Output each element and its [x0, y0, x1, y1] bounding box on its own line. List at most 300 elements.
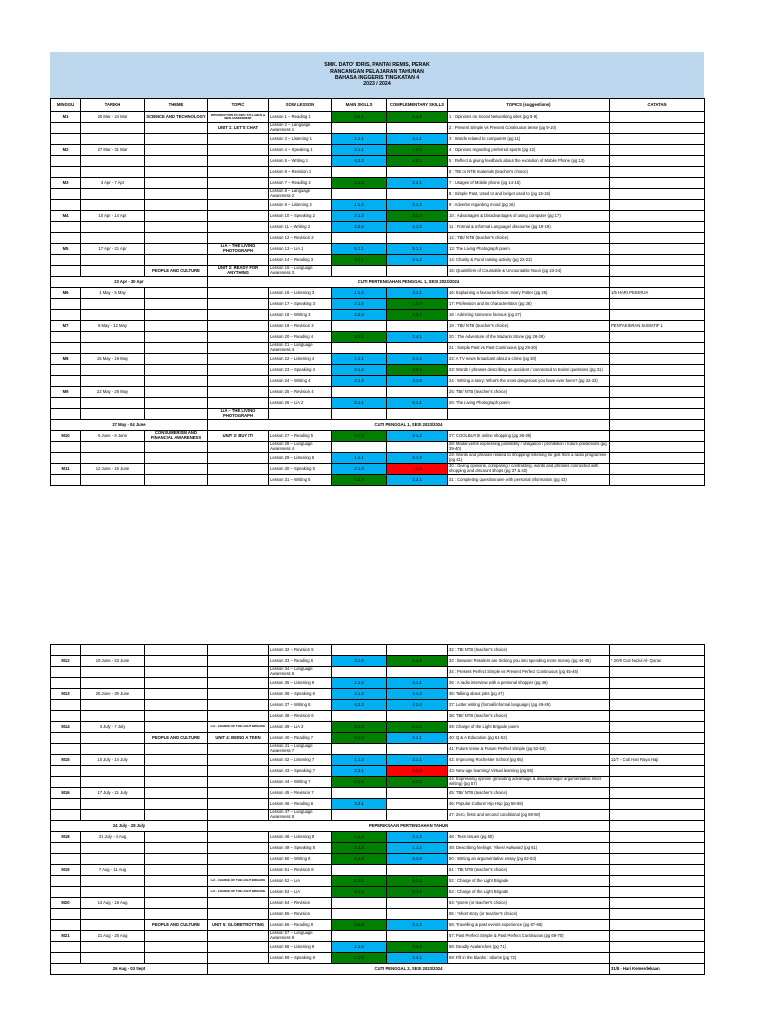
- date-cell: [81, 343, 145, 354]
- catatan-cell: [610, 777, 705, 788]
- sow-lesson-cell: Lesson 46 – Reading 8: [269, 799, 332, 810]
- week-cell: [51, 332, 81, 343]
- week-cell: [51, 766, 81, 777]
- catatan-cell: [610, 167, 705, 178]
- catatan-cell: [610, 810, 705, 821]
- catatan-cell: [610, 178, 705, 189]
- date-cell: [81, 299, 145, 310]
- sow-lesson-cell: Lesson 45 – Revision 7: [269, 788, 332, 799]
- complementary-skill-cell: 2.3.1: [387, 475, 448, 486]
- table-row: [51, 898, 705, 909]
- date-cell: 3 July - 7 July: [81, 722, 145, 733]
- sow-lesson-cell: Lesson 5 – Writing 1: [269, 156, 332, 167]
- week-cell: [51, 255, 81, 266]
- topic-cell: [208, 766, 269, 777]
- catatan-cell: [610, 123, 705, 134]
- date-cell: [81, 711, 145, 722]
- lesson-plan-table-continued: [50, 644, 705, 975]
- complementary-skill-cell: 3.1.1: [387, 288, 448, 299]
- complementary-skill-cell: 1.1.5: [387, 464, 448, 475]
- theme-cell: [145, 200, 208, 211]
- topic-suggestion-cell: 16: Explaining a favourite fiction: Harry Potter (pg 25): [448, 288, 610, 299]
- week-cell: M21: [51, 931, 81, 942]
- topic-suggestion-cell: 8 : Simple Past, Used to and be/get used to (pg 15-16): [448, 189, 610, 200]
- topic-suggestion-cell: 9 : Adverbs regarding mood (pg 16): [448, 200, 610, 211]
- catatan-cell: [610, 920, 705, 931]
- date-cell: [81, 266, 145, 277]
- topic-cell: [208, 832, 269, 843]
- theme-cell: [145, 365, 208, 376]
- date-cell: [81, 398, 145, 409]
- col-minggu: MINGGU: [51, 99, 81, 112]
- topic-suggestion-cell: 11 : Formal & Informal Language/ discourse (pg 19-19): [448, 222, 610, 233]
- complementary-skill-cell: 3.1.4: [387, 766, 448, 777]
- week-cell: [51, 876, 81, 887]
- column-header-row: [51, 99, 705, 112]
- sow-lesson-cell: Lesson 12 – Revision 2: [269, 233, 332, 244]
- catatan-cell: [610, 398, 705, 409]
- complementary-skill-cell: 2.1.4: [387, 656, 448, 667]
- sow-lesson-cell: Lesson 2 – Language Awareness 1: [269, 123, 332, 134]
- theme-cell: [145, 887, 208, 898]
- week-cell: M11: [51, 464, 81, 475]
- complementary-skill-cell: 3.1.4: [387, 942, 448, 953]
- sow-lesson-cell: Lesson 32 – Revision 5: [269, 645, 332, 656]
- topic-cell: [208, 689, 269, 700]
- week-cell: [51, 233, 81, 244]
- sow-lesson-cell: Lesson 22 – Listening 4: [269, 354, 332, 365]
- week-cell: M16: [51, 788, 81, 799]
- main-skill-cell: [332, 233, 387, 244]
- table-row: [51, 200, 705, 211]
- topic-suggestion-cell: 49: Describing feelings: Yikes! Awkward (pg 61): [448, 843, 610, 854]
- week-cell: [51, 667, 81, 678]
- theme-cell: [145, 354, 208, 365]
- theme-cell: [145, 398, 208, 409]
- catatan-cell: [610, 876, 705, 887]
- week-cell: M4: [51, 211, 81, 222]
- date-cell: 8 May - 12 May: [81, 321, 145, 332]
- topic-suggestion-cell: 25: TBI/ NTB (teacher's choice): [448, 387, 610, 398]
- week-cell: [51, 409, 81, 420]
- main-skill-cell: 3.1.1: [332, 112, 387, 123]
- topic-cell: [208, 810, 269, 821]
- topic-cell: [208, 387, 269, 398]
- theme-cell: PEOPLE AND CULTURE: [145, 733, 208, 744]
- sow-lesson-cell: Lesson 25 – Revision 4: [269, 387, 332, 398]
- main-skill-cell: 1.1.1: [332, 134, 387, 145]
- week-cell: [51, 475, 81, 486]
- topic-cell: [208, 656, 269, 667]
- complementary-skill-cell: 2.1.4: [387, 832, 448, 843]
- topic-suggestion-cell: 30 : Giving opinions, comparing / contrasting, words and phrases connected with shopping and discount shops (pg 37 & 42): [448, 464, 610, 475]
- sow-lesson-cell: Lesson 48 – Listening 8: [269, 832, 332, 843]
- topic-suggestion-cell: 40: Q & A Education (pg 51-52): [448, 733, 610, 744]
- topic-cell: [208, 189, 269, 200]
- topic-suggestion-cell: 38: TBI/ NTB (teacher's choice): [448, 711, 610, 722]
- topic-cell: [208, 376, 269, 387]
- week-cell: [51, 376, 81, 387]
- date-cell: [81, 942, 145, 953]
- table-row: [51, 656, 705, 667]
- theme-cell: [145, 387, 208, 398]
- date-cell: [81, 909, 145, 920]
- week-cell: [51, 953, 81, 964]
- date-cell: [81, 376, 145, 387]
- complementary-skill-cell: 5.1.2: [387, 887, 448, 898]
- complementary-skill-cell: 2.1.4: [387, 920, 448, 931]
- main-skill-cell: [332, 931, 387, 942]
- col-sow-lesson: SOW LESSON: [269, 99, 332, 112]
- topic-cell: [208, 854, 269, 865]
- topic-cell: [208, 222, 269, 233]
- week-cell: [51, 843, 81, 854]
- catatan-cell: [610, 898, 705, 909]
- complementary-skill-cell: [387, 898, 448, 909]
- sow-lesson-cell: Lesson 44 – Writing 7: [269, 777, 332, 788]
- table-row: [51, 464, 705, 475]
- topic-cell: [208, 398, 269, 409]
- main-skill-cell: [332, 865, 387, 876]
- complementary-skill-cell: [387, 233, 448, 244]
- table-row: [51, 799, 705, 810]
- table-row: [51, 376, 705, 387]
- topic-suggestion-cell: 17: Profession and its characteristics (pg 26): [448, 299, 610, 310]
- table-row: [51, 453, 705, 464]
- catatan-cell: [610, 909, 705, 920]
- complementary-skill-cell: 5.1.1: [387, 398, 448, 409]
- date-cell: [81, 409, 145, 420]
- topic-cell: [208, 134, 269, 145]
- lesson-plan-table: [50, 98, 705, 486]
- date-cell: [81, 887, 145, 898]
- table-row: [51, 832, 705, 843]
- theme-cell: [145, 211, 208, 222]
- catatan-cell: [610, 365, 705, 376]
- complementary-skill-cell: [387, 343, 448, 354]
- catatan-cell: [610, 431, 705, 442]
- week-cell: M18: [51, 832, 81, 843]
- topic-cell: UNIT 5: GLOBETROTTING: [208, 920, 269, 931]
- theme-cell: [145, 854, 208, 865]
- theme-cell: [145, 799, 208, 810]
- topic-suggestion-cell: 26: The Living Photograph poem: [448, 398, 610, 409]
- catatan-cell: [610, 332, 705, 343]
- date-cell: 1 May - 5 May: [81, 288, 145, 299]
- topic-suggestion-cell: 54: *poem (or teacher's choice): [448, 898, 610, 909]
- catatan-cell: [610, 354, 705, 365]
- complementary-skill-cell: 2.4.1: [387, 332, 448, 343]
- topic-suggestion-cell: 50 : Writing an argumentative essay (pg 62-63): [448, 854, 610, 865]
- complementary-skill-cell: [387, 788, 448, 799]
- topic-suggestion-cell: 41: Future tense & Future Perfect Simple (pg 52-53): [448, 744, 610, 755]
- main-skill-cell: [332, 810, 387, 821]
- complementary-skill-cell: 5.1.1: [387, 244, 448, 255]
- holiday-row: [51, 277, 705, 288]
- theme-cell: [145, 310, 208, 321]
- catatan-cell: [610, 854, 705, 865]
- week-cell: [51, 920, 81, 931]
- table-row: [51, 112, 705, 123]
- catatan-cell: [610, 112, 705, 123]
- date-cell: 10 Apr - 14 Apr: [81, 211, 145, 222]
- main-skill-cell: 1.1.2: [332, 288, 387, 299]
- week-cell: [51, 299, 81, 310]
- catatan-cell: [610, 689, 705, 700]
- catatan-cell: [610, 645, 705, 656]
- date-cell: [81, 156, 145, 167]
- sow-lesson-cell: Lesson 27 – Reading 5: [269, 431, 332, 442]
- main-skill-cell: 3.1.2: [332, 733, 387, 744]
- week-cell: [51, 189, 81, 200]
- theme-cell: [145, 755, 208, 766]
- date-cell: [81, 222, 145, 233]
- sow-lesson-cell: Lesson 31 – Writing 5: [269, 475, 332, 486]
- theme-cell: [145, 222, 208, 233]
- complementary-skill-cell: [387, 810, 448, 821]
- catatan-cell: [610, 887, 705, 898]
- holiday-row: [51, 821, 705, 832]
- table-row: [51, 145, 705, 156]
- sow-lesson-cell: Lesson 37 – Writing 6: [269, 700, 332, 711]
- sow-lesson-cell: Lesson 8 – Language Awareness 2: [269, 189, 332, 200]
- complementary-skill-cell: [387, 409, 448, 420]
- date-cell: 5 June - 9 June: [81, 431, 145, 442]
- holiday-date: 27 May - 04 June: [51, 420, 208, 431]
- complementary-skill-cell: 5.1.2: [387, 876, 448, 887]
- date-cell: [81, 200, 145, 211]
- complementary-skill-cell: 4.1.3: [387, 222, 448, 233]
- date-cell: [81, 744, 145, 755]
- topic-cell: LiA - CHARGE OF THE LIGHT BRIGADE: [208, 876, 269, 887]
- topic-cell: UNIT 1: LET'S CHAT: [208, 123, 269, 134]
- main-skill-cell: 3.1.2: [332, 332, 387, 343]
- catatan-cell: [610, 310, 705, 321]
- table-row: [51, 942, 705, 953]
- week-cell: M20: [51, 898, 81, 909]
- table-row: [51, 310, 705, 321]
- theme-cell: [145, 876, 208, 887]
- catatan-cell: [610, 244, 705, 255]
- topic-suggestion-cell: 14: Charity & Fund raising activity (pg 22-23): [448, 255, 610, 266]
- table-row: [51, 343, 705, 354]
- table-row: [51, 398, 705, 409]
- complementary-skill-cell: [387, 189, 448, 200]
- complementary-skill-cell: [387, 123, 448, 134]
- date-cell: [81, 365, 145, 376]
- holiday-note: 31/8 - Hari Kemerdekaan: [610, 964, 705, 975]
- table-row: [51, 755, 705, 766]
- main-skill-cell: 4.1.4: [332, 777, 387, 788]
- theme-cell: [145, 832, 208, 843]
- table-row: [51, 700, 705, 711]
- sow-lesson-cell: Lesson 34 – Language Awareness 6: [269, 667, 332, 678]
- complementary-skill-cell: 4.1.3: [387, 689, 448, 700]
- school-name: SMK. DATO' IDRIS, PANTAI REMIS, PERAK: [324, 62, 430, 69]
- main-skill-cell: 5.1.2: [332, 876, 387, 887]
- complementary-skill-cell: [387, 711, 448, 722]
- complementary-skill-cell: [387, 442, 448, 453]
- topic-suggestion-cell: 3 : Words related to computers (pg 11): [448, 134, 610, 145]
- main-skill-cell: 5.1.2: [332, 722, 387, 733]
- table-body-page-1: [51, 112, 705, 486]
- table-row: [51, 865, 705, 876]
- complementary-skill-cell: [387, 667, 448, 678]
- date-cell: [81, 645, 145, 656]
- topic-cell: [208, 343, 269, 354]
- theme-cell: [145, 167, 208, 178]
- topic-cell: [208, 645, 269, 656]
- sow-lesson-cell: Lesson 16 – Listening 3: [269, 288, 332, 299]
- theme-cell: [145, 865, 208, 876]
- complementary-skill-cell: 4.2.1: [387, 156, 448, 167]
- theme-cell: [145, 909, 208, 920]
- sow-lesson-cell: Lesson 9 – Listening 2: [269, 200, 332, 211]
- complementary-skill-cell: [387, 931, 448, 942]
- catatan-cell: [610, 233, 705, 244]
- week-cell: [51, 700, 81, 711]
- sow-lesson-cell: Lesson 54 – Revision: [269, 898, 332, 909]
- complementary-skill-cell: 4.2.1: [387, 310, 448, 321]
- sow-lesson-cell: Lesson 50 – Writing 8: [269, 854, 332, 865]
- theme-cell: [145, 722, 208, 733]
- catatan-cell: [610, 222, 705, 233]
- sow-lesson-cell: Lesson 24 – Writing 4: [269, 376, 332, 387]
- topic-suggestion-cell: 24 : Writing a story: What's the most dangerous you have ever been? (pg 32-33): [448, 376, 610, 387]
- main-skill-cell: 3.1.2: [332, 178, 387, 189]
- table-row: [51, 387, 705, 398]
- theme-cell: [145, 178, 208, 189]
- topic-suggestion-cell: 43: New age learning/ Virtual learning (pg 56): [448, 766, 610, 777]
- complementary-skill-cell: [387, 909, 448, 920]
- table-row: [51, 766, 705, 777]
- complementary-skill-cell: 3.1.1: [387, 755, 448, 766]
- catatan-cell: [610, 156, 705, 167]
- date-cell: [81, 255, 145, 266]
- complementary-skill-cell: [387, 167, 448, 178]
- sow-lesson-cell: Lesson 55 – Revision: [269, 909, 332, 920]
- subject-title: BAHASA INGGERIS TINGKATAN 4: [334, 75, 420, 81]
- complementary-skill-cell: 2.3.1: [387, 178, 448, 189]
- topic-cell: [208, 755, 269, 766]
- table-row: [51, 233, 705, 244]
- date-cell: [81, 475, 145, 486]
- complementary-skill-cell: 3.1.6: [387, 854, 448, 865]
- topic-cell: [208, 942, 269, 953]
- main-skill-cell: [332, 123, 387, 134]
- main-skill-cell: [332, 343, 387, 354]
- theme-cell: CONSUMERISM AND FINANCIAL AWARENESS: [145, 431, 208, 442]
- date-cell: [81, 876, 145, 887]
- theme-cell: [145, 244, 208, 255]
- topic-suggestion-cell: 59: Fill in the blanks : Idioms (pg 72): [448, 953, 610, 964]
- topic-suggestion-cell: 2 : Present Simple vs Present Continuous tense (pg 9-10): [448, 123, 610, 134]
- date-cell: [81, 667, 145, 678]
- main-skill-cell: 3.1.6: [332, 656, 387, 667]
- main-skill-cell: 4.1.3: [332, 854, 387, 865]
- topic-suggestion-cell: 15: Quantifiers of Countable & Uncountable Noun (pg 23-24): [448, 266, 610, 277]
- topic-suggestion-cell: 19 : TBI/ NTB (teacher's choice): [448, 321, 610, 332]
- topic-suggestion-cell: 56: Travelling & past events experience (pg 67-68): [448, 920, 610, 931]
- topic-suggestion-cell: 29: Words and phrases related to shopping/ listening for gist from a radio programme (pg 41): [448, 453, 610, 464]
- theme-cell: [145, 898, 208, 909]
- table-row: [51, 854, 705, 865]
- complementary-skill-cell: [387, 387, 448, 398]
- table-row: [51, 843, 705, 854]
- week-cell: [51, 711, 81, 722]
- topic-cell: [208, 788, 269, 799]
- catatan-cell: [610, 211, 705, 222]
- main-skill-cell: [332, 409, 387, 420]
- topic-suggestion-cell: 36: Talking about jobs (pg 47): [448, 689, 610, 700]
- theme-cell: [145, 288, 208, 299]
- sow-lesson-cell: Lesson 35 – Listening 6: [269, 678, 332, 689]
- week-cell: M2: [51, 145, 81, 156]
- topic-suggestion-cell: 52 : Charge of the Light Brigade: [448, 876, 610, 887]
- topic-cell: [208, 321, 269, 332]
- week-cell: [51, 777, 81, 788]
- topic-cell: [208, 299, 269, 310]
- catatan-cell: [610, 843, 705, 854]
- complementary-skill-cell: 2.1.4: [387, 255, 448, 266]
- table-row: [51, 667, 705, 678]
- date-cell: 15 May - 19 May: [81, 354, 145, 365]
- complementary-skill-cell: 4.1.2: [387, 777, 448, 788]
- topic-cell: [208, 909, 269, 920]
- col-complementary-skills: COMPLEMENTARY SKILLS: [387, 99, 448, 112]
- theme-cell: [145, 645, 208, 656]
- table-row: [51, 211, 705, 222]
- table-row: [51, 887, 705, 898]
- main-skill-cell: 2.1.1: [332, 145, 387, 156]
- topic-suggestion-cell: 47: Zero, firsts and second conditional (pg 59-60): [448, 810, 610, 821]
- theme-cell: [145, 766, 208, 777]
- week-cell: [51, 134, 81, 145]
- table-row: [51, 953, 705, 964]
- theme-cell: [145, 700, 208, 711]
- date-cell: [81, 953, 145, 964]
- topic-cell: [208, 711, 269, 722]
- topic-cell: [208, 310, 269, 321]
- complementary-skill-cell: 5.1.2: [387, 722, 448, 733]
- theme-cell: [145, 656, 208, 667]
- theme-cell: [145, 777, 208, 788]
- topic-suggestion-cell: 34 : Present Perfect Simple vs Present Perfect Continuous (pg 45-46): [448, 667, 610, 678]
- topic-cell: [208, 678, 269, 689]
- table-row: [51, 134, 705, 145]
- topic-cell: [208, 744, 269, 755]
- sow-lesson-cell: Lesson 23 – Speaking 4: [269, 365, 332, 376]
- date-cell: [81, 700, 145, 711]
- topic-cell: [208, 777, 269, 788]
- main-skill-cell: [332, 744, 387, 755]
- catatan-cell: [610, 722, 705, 733]
- date-cell: 20 Mar - 24 Mar: [81, 112, 145, 123]
- catatan-cell: [610, 134, 705, 145]
- topic-suggestion-cell: [448, 409, 610, 420]
- topic-cell: [208, 167, 269, 178]
- date-cell: 31 July - 4 Aug: [81, 832, 145, 843]
- theme-cell: [145, 123, 208, 134]
- topic-suggestion-cell: 28: Modal verbs expressing possibility / obligation / prohibition / future predictions (pg 39-40): [448, 442, 610, 453]
- catatan-cell: [610, 343, 705, 354]
- complementary-skill-cell: 3.1.1: [387, 678, 448, 689]
- catatan-cell: [610, 865, 705, 876]
- table-row: [51, 442, 705, 453]
- date-cell: 19 June - 23 June: [81, 656, 145, 667]
- table-row: [51, 788, 705, 799]
- sow-lesson-cell: Lesson 15 – Language Awareness 3: [269, 266, 332, 277]
